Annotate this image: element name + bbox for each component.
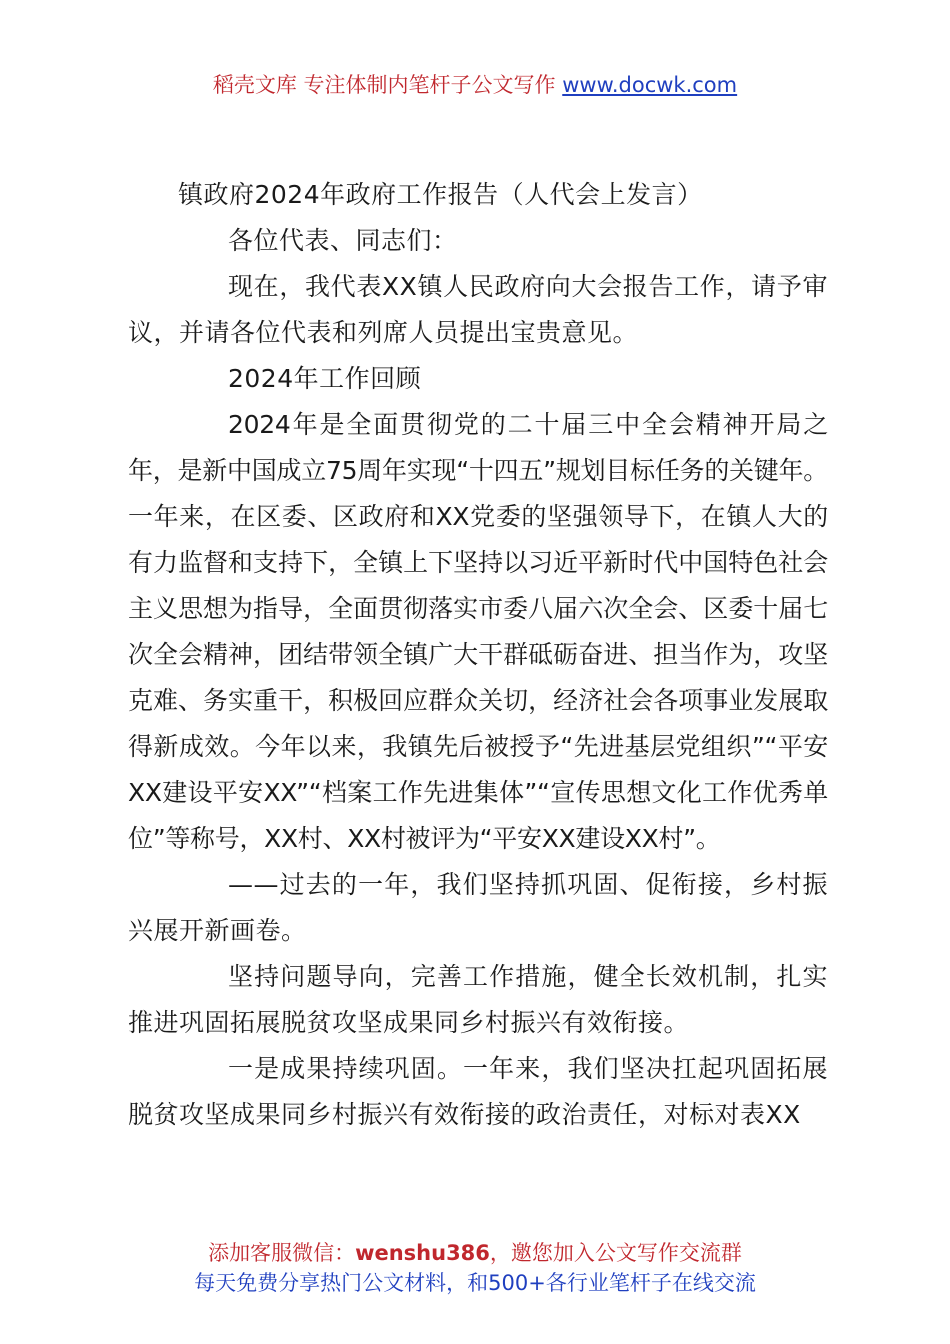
paragraph-results-consolidated: 一是成果持续巩固。一年来，我们坚决扛起巩固拓展脱贫攻坚成果同乡村振兴有效衔接的政治责任，对标对表XX xyxy=(128,1054,828,1129)
header-site-link[interactable]: www.docwk.com xyxy=(562,73,738,97)
document-title: 镇政府2024年政府工作报告（人代会上发言） xyxy=(178,180,703,209)
paragraph-rural-revitalization: ——过去的一年，我们坚持抓巩固、促衔接，乡村振兴展开新画卷。 xyxy=(128,870,828,945)
header-brand-text: 稻壳文库 专注体制内笔杆子公文写作 xyxy=(212,73,556,97)
page-footer xyxy=(0,1238,950,1298)
paragraph-salutation: 各位代表、同志们： xyxy=(228,226,458,255)
section-heading-review: 2024年工作回顾 xyxy=(228,364,422,393)
page-header xyxy=(0,70,950,100)
document-body xyxy=(128,172,828,1138)
footer-wechat-prefix: 添加客服微信： xyxy=(208,1241,356,1265)
paragraph-problem-orientation: 坚持问题导向，完善工作措施，健全长效机制，扎实推进巩固拓展脱贫攻坚成果同乡村振兴有效衔接。 xyxy=(128,962,828,1037)
footer-share-line: 每天免费分享热门公文材料，和500+各行业笔杆子在线交流 xyxy=(194,1271,756,1295)
footer-wechat-id: wenshu386 xyxy=(355,1241,490,1265)
paragraph-overview: 2024年是全面贯彻党的二十届三中全会精神开局之年，是新中国成立75周年实现“十四五”规划目标任务的关键年。一年来，在区委、区政府和XX党委的坚强领导下，在镇人大的有力监督和支持下，全镇上下坚持以习近平新时代中国特色社会主义思想为指导，全面贯彻落实市委八届六次全会、区委十届七次全会精神，团结带领全镇广大干群砥砺奋进、担当作为，攻坚克难、务实重干，积极回应群众关切，经济社会各项事业发展取得新成效。今年以来，我镇先后被授予“先进基层党组织”“平安XX建设平安XX”“档案工作先进集体”“宣传思想文化工作优秀单位”等称号，XX村、XX村被评为“平安XX建设XX村”。 xyxy=(128,410,828,853)
footer-wechat-line xyxy=(0,1238,950,1268)
paragraph-intro: 现在，我代表XX镇人民政府向大会报告工作，请予审议，并请各位代表和列席人员提出宝贵意见。 xyxy=(128,272,828,347)
footer-wechat-suffix: ，邀您加入公文写作交流群 xyxy=(489,1241,742,1265)
